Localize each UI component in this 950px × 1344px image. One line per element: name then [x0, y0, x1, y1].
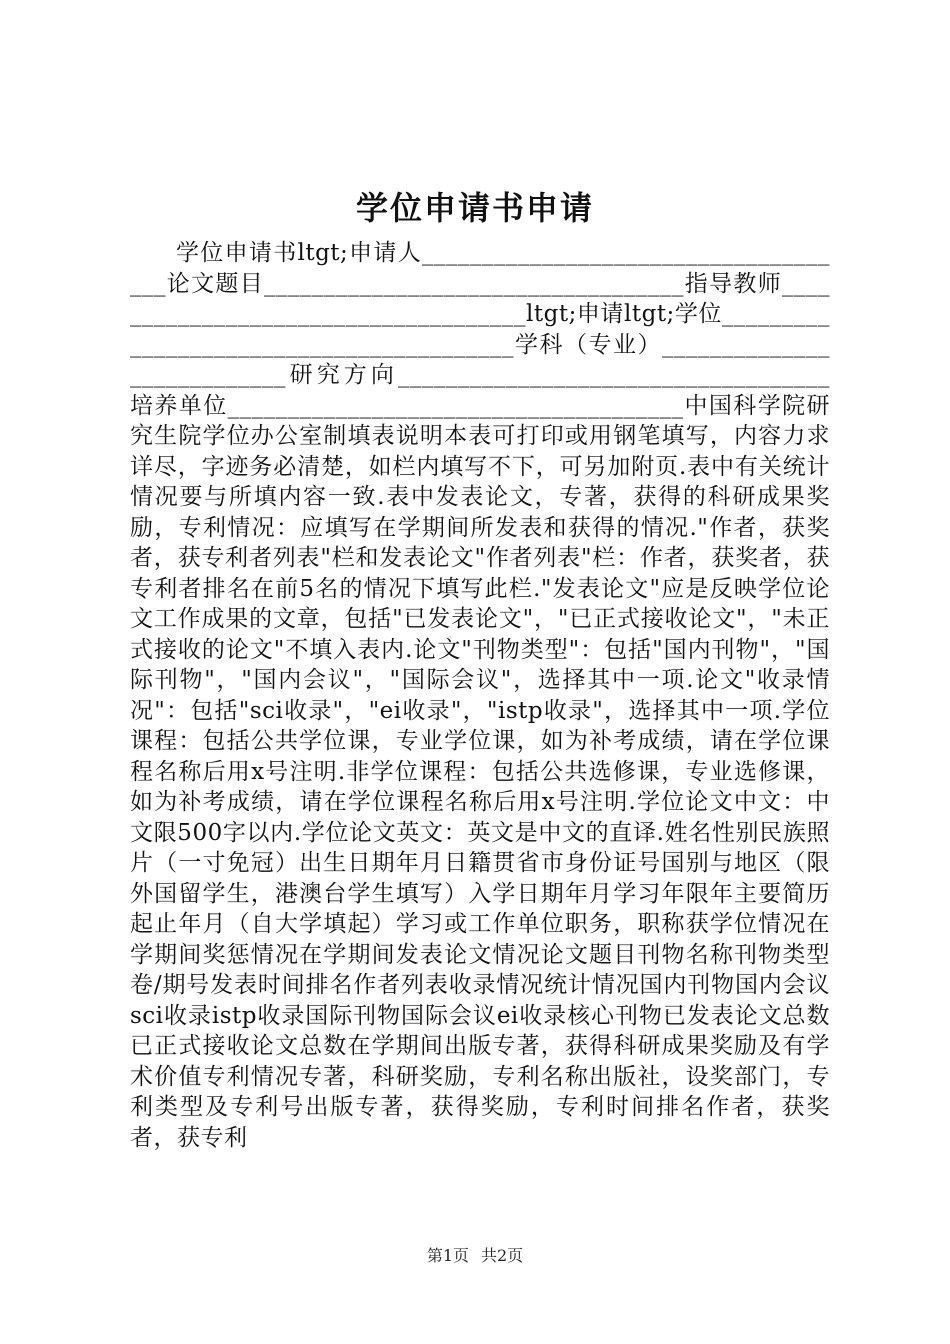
document-title: 学位申请书申请 — [355, 189, 594, 227]
document-body: 学位申请书ltgt;申请人_____________________________________论文题目___________________________________指导教师_____________________________________ltgt;申请ltgt;学位_________________________________________学科（专业）___________________________研究方向____________________________________培养单位______________________________________中国科学院研究生院学位办公室制填表说明本表可打印或用钢笔填写，内容力求详尽，字迹务必清楚，如栏内填写不下，可另加附页.表中有关统计情况要与所填内容一致.表中发表论文，专著，获得的科研成果奖励，专利情况：应填写在学期间所发表和获得的情况."作者，获奖者，获专利者列表"栏和发表论文"作者列表"栏：作者，获奖者，获专利者排名在前5名的情况下填写此栏."发表论文"应是反映学位论文工作成果的文章，包括"已发表论文"，"已正式接收论文"，"未正式接收的论文"不填入表内.论文"刊物类型"：包括"国内刊物"，"国际刊物"，"国内会议"，"国际会议"，选择其中一项.论文"收录情况"：包括"sci收录"，"ei收录"，"istp收录"，选择其中一项.学位课程：包括公共学位课，专业学位课，如为补考成绩，请在学位课程名称后用x号注明.非学位课程：包括公共选修课，专业选修课，如为补考成绩，请在学位课程名称后用x号注明.学位论文中文：中文限500字以内.学位论文英文：英文是中文的直译.姓名性别民族照片（一寸免冠）出生日期年月日籍贯省市身份证号国别与地区（限外国留学生，港澳台学生填写）入学日期年月学习年限年主要简历起止年月（自大学填起）学习或工作单位职务，职称获学位情况在学期间奖惩情况在学期间发表论文情况论文题目刊物名称刊物类型卷/期号发表时间排名作者列表收录情况统计情况国内刊物国内会议sci收录istp收录国际刊物国际会议ei收录核心刊物已发表论文总数已正式接收论文总数在学期间出版专著，获得科研成果奖励及有学术价值专利情况专著，科研奖励，专利名称出版社，设奖部门，专利类型及专利号出版专著，获得奖励，专利时间排名作者，获奖者，获专利 — [130, 240, 830, 1151]
page-total: 共2页 — [481, 1246, 524, 1265]
page-footer — [0, 1246, 950, 1266]
page-number: 第1页 — [426, 1246, 469, 1265]
